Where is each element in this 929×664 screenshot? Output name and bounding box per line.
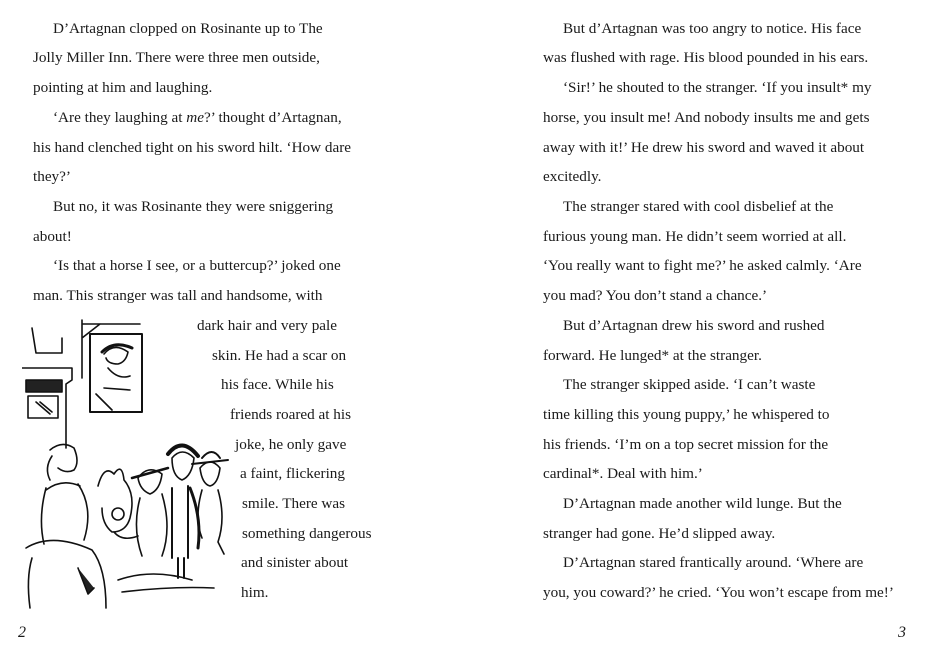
text-line: D’Artagnan stared frantically around. ‘Where are [563, 554, 864, 571]
text-line: cardinal*. Deal with him.’ [543, 465, 703, 482]
text-line: stranger had gone. He’d slipped away. [543, 525, 776, 542]
text-line: forward. He lunged* at the stranger. [543, 347, 762, 364]
text-line: friends roared at his [230, 406, 352, 423]
text-line: and sinister about [241, 554, 349, 571]
emphasis-text: me [186, 109, 204, 126]
text-line: Jolly Miller Inn. There were three men outside, [33, 49, 320, 66]
text-span: ?’ thought d’Artagnan, [204, 109, 342, 126]
text-line: about! [33, 228, 72, 245]
text-line: smile. There was [242, 495, 346, 512]
text-line: was flushed with rage. His blood pounded in his ears. [543, 49, 869, 66]
text-line: away with it!’ He drew his sword and waved it about [543, 139, 865, 156]
text-line: a faint, flickering [240, 465, 345, 482]
text-line: man. This stranger was tall and handsome, with [33, 287, 323, 304]
page-number: 3 [898, 624, 906, 641]
text-line: D’Artagnan made another wild lunge. But the [563, 495, 842, 512]
text-line: they?’ [33, 168, 71, 185]
text-line: But d’Artagnan was too angry to notice. His face [563, 20, 862, 37]
text-line: skin. He had a scar on [212, 347, 347, 364]
text-line: ‘Is that a horse I see, or a buttercup?’ joked one [53, 257, 341, 274]
text-line [53, 108, 342, 128]
text-line: his face. While his [221, 376, 334, 393]
right-page [465, 0, 929, 664]
text-line: horse, you insult me! And nobody insults me and gets [543, 109, 870, 126]
text-line: ‘Sir!’ he shouted to the stranger. ‘If you insult* my [563, 79, 872, 96]
text-line: But no, it was Rosinante they were sniggering [53, 198, 334, 215]
page-number: 2 [18, 624, 26, 641]
text-line: joke, he only gave [235, 436, 347, 453]
text-line: you mad? You don’t stand a chance.’ [543, 287, 768, 304]
text-line: ‘You really want to fight me?’ he asked calmly. ‘Are [543, 257, 862, 274]
text-line: excitedly. [543, 168, 602, 185]
text-line: The stranger skipped aside. ‘I can’t waste [563, 376, 816, 393]
text-line: time killing this young puppy,’ he whispered to [543, 406, 830, 423]
text-line: The stranger stared with cool disbelief at the [563, 198, 834, 215]
text-line: him. [241, 584, 269, 601]
text-line: D’Artagnan clopped on Rosinante up to The [53, 20, 323, 37]
text-line: But d’Artagnan drew his sword and rushed [563, 317, 825, 334]
text-line: something dangerous [242, 525, 372, 542]
left-page [0, 0, 464, 664]
text-line: dark hair and very pale [197, 317, 337, 334]
text-line: pointing at him and laughing. [33, 79, 213, 96]
inn-scene-illustration-icon [22, 318, 232, 610]
text-line: furious young man. He didn’t seem worried at all. [543, 228, 847, 245]
text-line: his hand clenched tight on his sword hilt. ‘How dare [33, 139, 352, 156]
text-line: you, you coward?’ he cried. ‘You won’t escape from me!’ [543, 584, 894, 601]
text-span: ‘Are they laughing at [53, 109, 187, 126]
text-line: his friends. ‘I’m on a top secret mission for the [543, 436, 829, 453]
